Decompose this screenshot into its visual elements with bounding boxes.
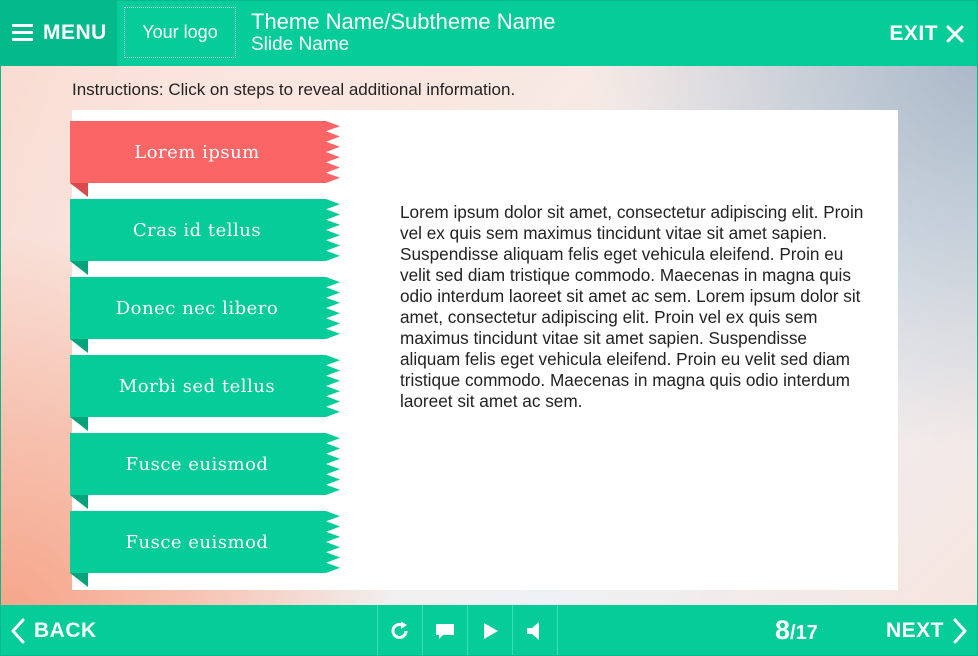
step-3[interactable] (70, 277, 342, 353)
page-current: 8 (775, 615, 791, 645)
step-label: Morbi sed tellus (118, 375, 276, 397)
volume-button[interactable] (512, 605, 558, 656)
step-label: Donec nec libero (115, 297, 279, 319)
back-button[interactable] (10, 617, 97, 645)
replay-icon (389, 620, 411, 642)
menu-label: MENU (43, 21, 107, 44)
step-5[interactable] (70, 433, 342, 509)
step-2[interactable] (70, 199, 342, 275)
instructions-text: Instructions: Click on steps to reveal additional information. (72, 80, 516, 99)
back-label: BACK (34, 619, 97, 642)
comment-button[interactable] (422, 605, 467, 656)
volume-icon (524, 620, 546, 642)
exit-label: EXIT (889, 22, 938, 45)
logo-placeholder: Your logo (124, 7, 236, 58)
next-label: NEXT (885, 619, 944, 642)
chevron-left-icon (10, 618, 26, 644)
top-bar (0, 0, 978, 66)
page-total: /17 (790, 622, 818, 644)
replay-button[interactable] (377, 605, 422, 656)
step-label: Lorem ipsum (134, 141, 260, 163)
step-1[interactable] (70, 121, 342, 197)
comment-icon (434, 620, 456, 642)
exit-button[interactable] (889, 20, 964, 48)
theme-title: Theme Name/Subtheme Name (251, 9, 556, 34)
step-4[interactable] (70, 355, 342, 431)
page-counter (775, 615, 818, 646)
step-6[interactable] (70, 511, 342, 587)
playback-controls (377, 605, 558, 656)
play-button[interactable] (467, 605, 512, 656)
close-icon (946, 25, 964, 43)
step-label: Fusce euismod (125, 453, 269, 475)
step-label: Cras id tellus (132, 219, 262, 241)
hamburger-icon (12, 24, 33, 41)
bottom-bar (0, 605, 978, 656)
menu-button[interactable] (0, 0, 117, 66)
step-content-text: Lorem ipsum dolor sit amet, consectetur adipiscing elit. Proin vel ex quis sem maximus tincidunt vitae sit amet sapien. Suspendisse aliquam felis eget vehicula eleifend. Proin eu velit sed diam tristique commodo. Maecenas in magna quis odio interdum laoreet sit amet ac sem. Lorem ipsum dolor sit amet, consectetur adipiscing elit. Proin vel ex quis sem maximus tincidunt vitae sit amet sapien. Suspendisse aliquam felis eget vehicula eleifend. Proin eu velit sed diam tristique commodo. Maecenas in magna quis odio interdum laoreet sit amet ac sem. (400, 202, 864, 411)
slide-name: Slide Name (251, 34, 350, 55)
step-label: Fusce euismod (125, 531, 269, 553)
next-button[interactable] (886, 617, 968, 645)
chevron-right-icon (952, 618, 968, 644)
play-icon (479, 620, 501, 642)
